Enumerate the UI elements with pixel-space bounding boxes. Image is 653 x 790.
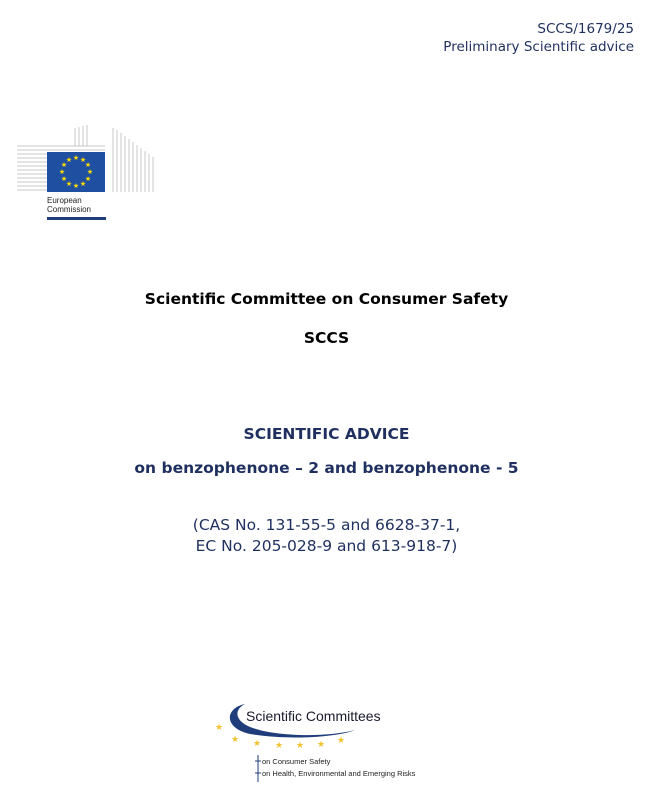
- european-commission-wordmark: [47, 196, 91, 214]
- committee-acronym: SCCS: [303, 329, 350, 347]
- svg-text:★: ★: [58, 168, 66, 176]
- svg-text:★: ★: [65, 180, 73, 188]
- ec-logo-underline: [47, 217, 106, 220]
- svg-text:★: ★: [316, 740, 326, 750]
- svg-text:★: ★: [84, 175, 92, 183]
- document-reference-block: [443, 20, 634, 56]
- ec-numbers: EC No. 205-028-9 and 613-918-7): [195, 537, 458, 555]
- svg-text:★: ★: [60, 161, 68, 169]
- svg-text:★: ★: [79, 180, 87, 188]
- advice-subtitle: on benzophenone – 2 and benzophenone - 5: [134, 459, 519, 477]
- svg-text:★: ★: [336, 736, 346, 746]
- document-reference: SCCS/1679/25: [537, 21, 634, 37]
- svg-text:★: ★: [295, 741, 305, 751]
- document-status: Preliminary Scientific advice: [443, 39, 634, 55]
- svg-text:★: ★: [79, 156, 87, 164]
- sc-committee-consumer-safety: on Consumer Safety: [262, 757, 331, 766]
- svg-text:★: ★: [274, 741, 284, 751]
- svg-text:★: ★: [65, 156, 73, 164]
- sc-committee-health-environment: on Health, Environmental and Emerging Risks: [262, 769, 416, 778]
- svg-text:★: ★: [72, 154, 80, 162]
- svg-text:★: ★: [84, 161, 92, 169]
- svg-text:★: ★: [230, 735, 240, 745]
- cas-numbers: (CAS No. 131-55-5 and 6628-37-1,: [192, 516, 461, 534]
- svg-text:★: ★: [60, 175, 68, 183]
- svg-text:★: ★: [86, 168, 94, 176]
- svg-text:★: ★: [214, 723, 224, 733]
- ec-wordmark-line2: Commission: [47, 205, 92, 214]
- scientific-committees-wordmark: Scientific Committees: [246, 708, 381, 724]
- svg-text:★: ★: [72, 182, 80, 190]
- substance-identifiers: [0, 515, 653, 557]
- ec-wordmark-line1: European: [47, 196, 82, 205]
- advice-title: SCIENTIFIC ADVICE: [243, 425, 410, 443]
- svg-text:★: ★: [252, 739, 262, 749]
- committee-name: Scientific Committee on Consumer Safety: [144, 290, 509, 308]
